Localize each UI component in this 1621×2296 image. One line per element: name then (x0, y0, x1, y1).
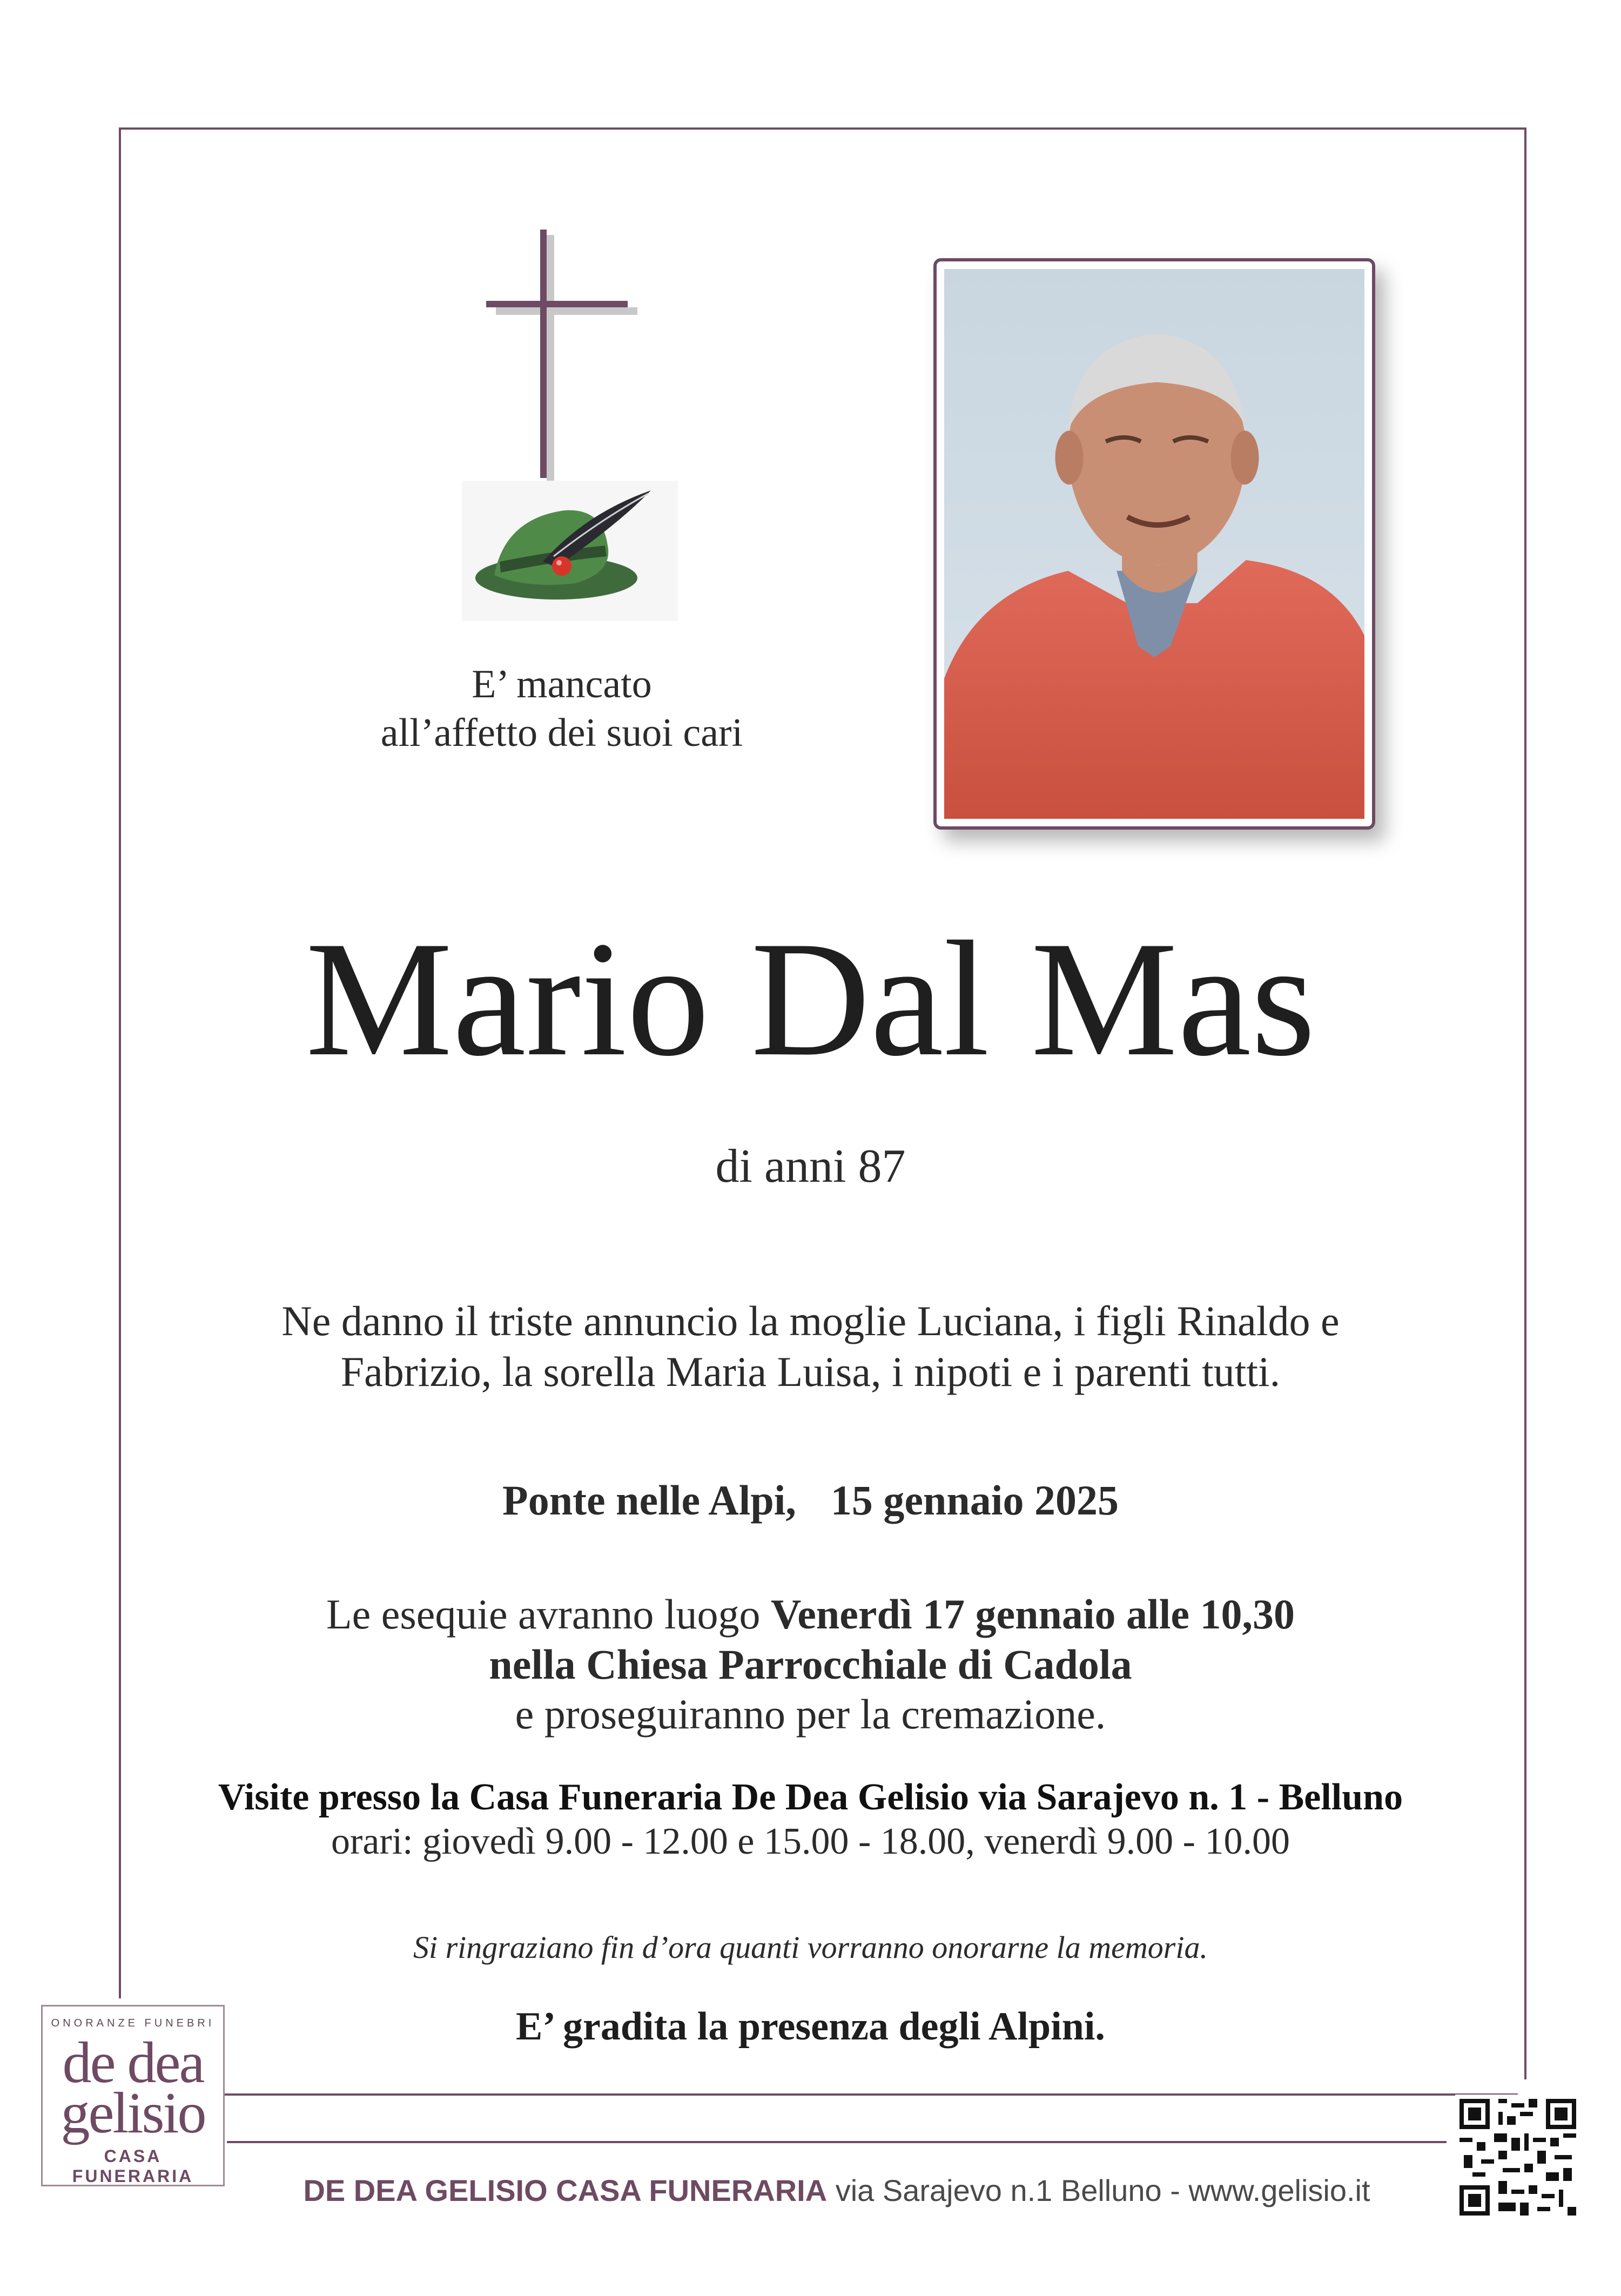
announcement-line-2: Fabrizio, la sorella Maria Luisa, i nipoti e i parenti tutti. (340, 1348, 1281, 1395)
visits-line-1: Visite presso la Casa Funeraria De Dea Gelisio via Sarajevo n. 1 - Belluno (218, 1776, 1403, 1818)
visits-line-2: orari: giovedì 9.00 - 12.00 e 15.00 - 18.00, venerdì 9.00 - 10.00 (331, 1821, 1290, 1862)
qr-code-icon[interactable] (1455, 2095, 1580, 2220)
footer (227, 2169, 1447, 2212)
logo-bottom-text: CASA FUNERARIA (72, 2146, 194, 2186)
place: Ponte nelle Alpi, (502, 1477, 796, 1524)
intro-line-1: E’ mancato (472, 662, 652, 706)
funeral-line-1-prefix: Le esequie avranno luogo (326, 1591, 771, 1638)
portrait-frame (933, 258, 1375, 830)
funeral-line-2: nella Chiesa Parrocchiale di Cadola (489, 1641, 1132, 1688)
place-date (0, 1476, 1621, 1525)
alpini-hat-icon (462, 481, 678, 621)
funeral-home-logo (41, 2005, 225, 2186)
footer-divider (227, 2141, 1447, 2143)
footer-address: via Sarajevo n.1 Belluno - www.gelisio.it (827, 2173, 1370, 2207)
deceased-age: di anni 87 (715, 1140, 906, 1193)
logo-top-text: ONORANZE FUNEBRI (51, 2017, 215, 2029)
announcement-line-1: Ne danno il triste annuncio la moglie Luciana, i figli Rinaldo e (281, 1297, 1340, 1344)
cross-icon (486, 230, 637, 483)
funeral-line-1 (0, 1590, 1621, 1639)
date: 15 gennaio 2025 (830, 1477, 1119, 1524)
footer-brand: DE DEA GELISIO CASA FUNERARIA (303, 2173, 828, 2207)
funeral-line-3: e proseguiranno per la cremazione. (515, 1691, 1106, 1738)
intro-line-2: all’affetto dei suoi cari (380, 711, 743, 755)
portrait-photo (944, 269, 1364, 819)
alpini-text: E’ gradita la presenza degli Alpini. (516, 2004, 1105, 2049)
logo-line-1: de dea (62, 2031, 204, 2095)
logo-line-2: gelisio (60, 2081, 205, 2145)
thanks-text: Si ringraziano fin d’ora quanti vorranno onorarne la memoria. (413, 1930, 1208, 1965)
funeral-datetime: Venerdì 17 gennaio alle 10,30 (771, 1591, 1295, 1638)
deceased-name: Mario Dal Mas (305, 907, 1316, 1090)
